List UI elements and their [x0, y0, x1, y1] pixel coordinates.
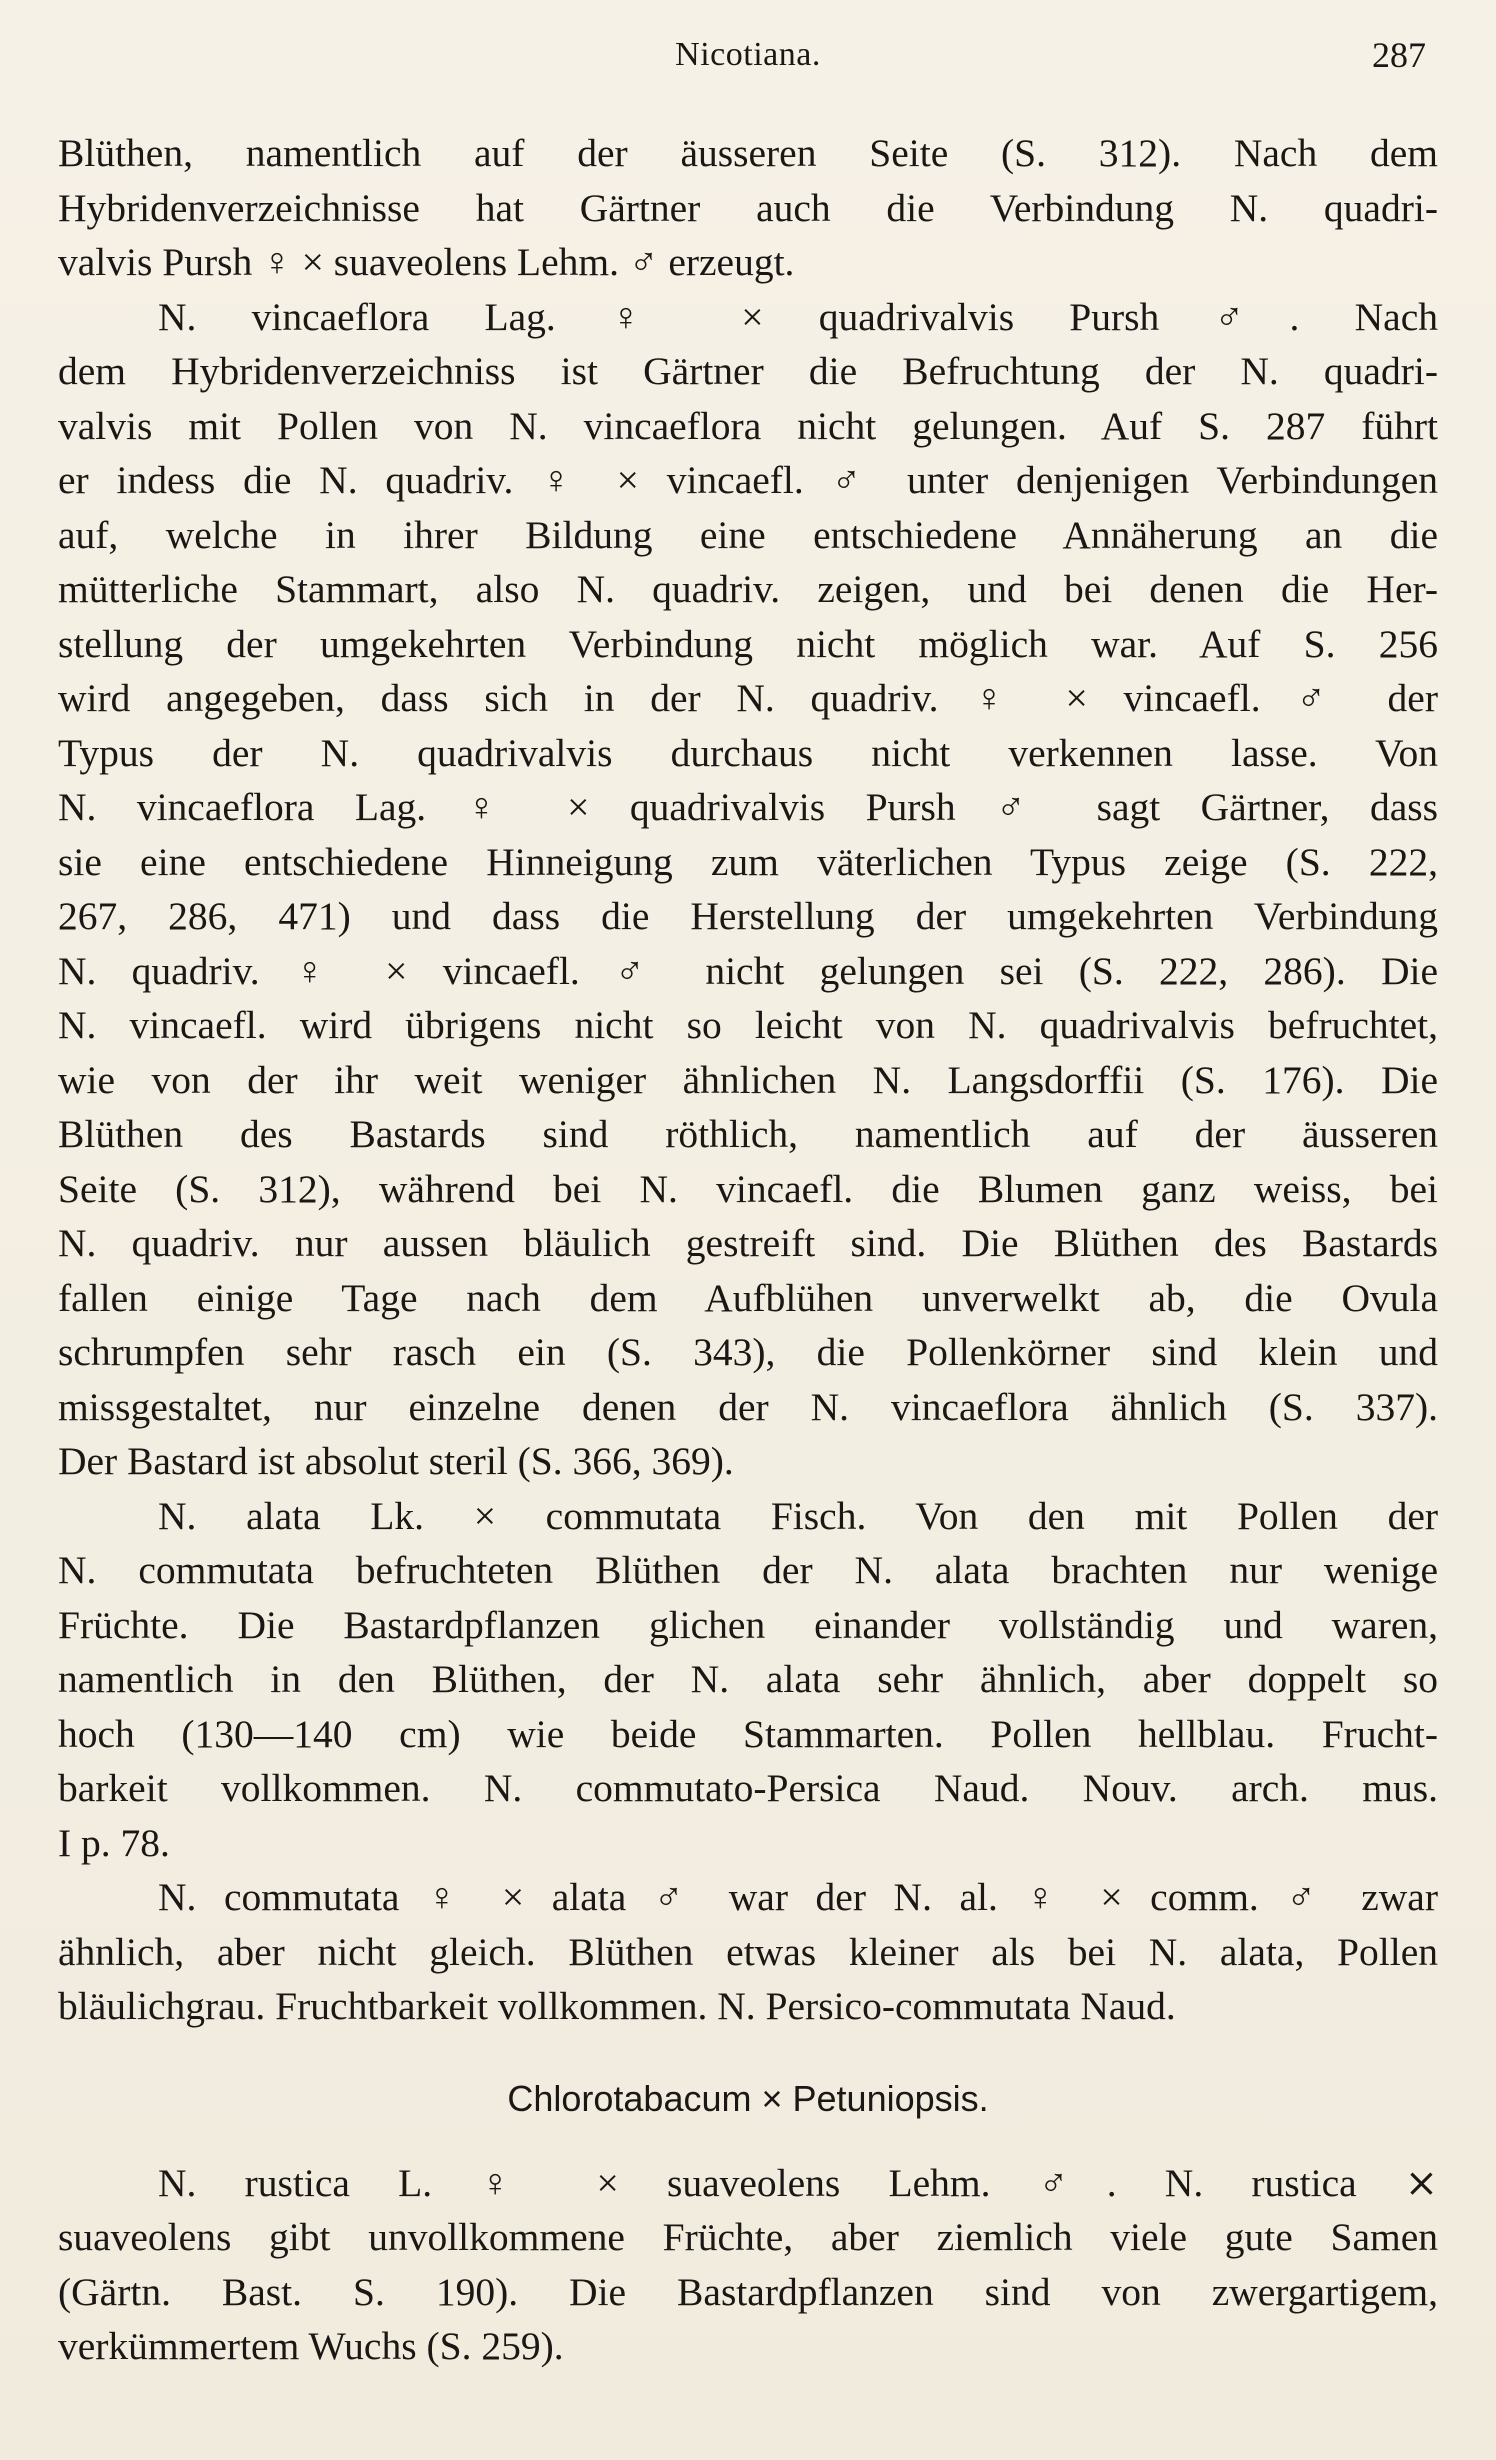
- text-line: N. vincaeflora Lag. ♀ × quadrivalvis Pursh ♂. Nach: [158, 294, 1438, 339]
- text-line: Seite (S. 312), während bei N. vincaefl. die Blumen ganz weiss, bei: [58, 1166, 1438, 1211]
- text-line: stellung der umgekehrten Verbindung nicht möglich war. Auf S. 256: [58, 621, 1438, 666]
- text-line: I p. 78.: [58, 1820, 170, 1865]
- body-text: [58, 126, 1438, 2374]
- text-line: fallen einige Tage nach dem Aufblühen unverwelkt ab, die Ovula: [58, 1275, 1438, 1320]
- text-line: N. rustica L. ♀ × suaveolens Lehm. ♂. N. rustica ⨯: [158, 2160, 1438, 2205]
- text-line: N. vincaeflora Lag. ♀ × quadrivalvis Pursh ♂ sagt Gärtner, dass: [58, 785, 1438, 829]
- text-line: wird angegeben, dass sich in der N. quadriv. ♀ × vincaefl. ♂ der: [58, 676, 1438, 720]
- page-header: [0, 30, 1496, 80]
- text-line: N. commutata ♀ × alata ♂ war der N. al. ♀ × comm. ♂ zwar: [158, 1875, 1438, 1919]
- text-line: bläulichgrau. Fruchtbarkeit vollkommen. N. Persico-commutata Naud.: [58, 1984, 1176, 2028]
- text-line: barkeit vollkommen. N. commutato-Persica Naud. Nouv. arch. mus.: [58, 1766, 1438, 1810]
- text-line: valvis mit Pollen von N. vincaeflora nicht gelungen. Auf S. 287 führt: [58, 403, 1438, 448]
- paragraph-5: [58, 2156, 1438, 2374]
- text-line: schrumpfen sehr rasch ein (S. 343), die Pollenkörner sind klein und: [58, 1330, 1438, 1374]
- paragraph-1: [58, 126, 1438, 290]
- text-line: Der Bastard ist absolut steril (S. 366, 369).: [58, 1439, 734, 1483]
- text-line: N. alata Lk. × commutata Fisch. Von den mit Pollen der: [158, 1493, 1438, 1538]
- text-line: N. commutata befruchteten Blüthen der N. alata brachten nur wenige: [58, 1548, 1438, 1592]
- text-line: ähnlich, aber nicht gleich. Blüthen etwas kleiner als bei N. alata, Pollen: [58, 1929, 1438, 1974]
- text-line: sie eine entschiedene Hinneigung zum väterlichen Typus zeige (S. 222,: [58, 839, 1438, 884]
- text-line: Blüthen, namentlich auf der äusseren Seite (S. 312). Nach dem: [58, 131, 1438, 175]
- text-line: 267, 286, 471) und dass die Herstellung der umgekehrten Verbindung: [58, 894, 1438, 938]
- text-line: auf, welche in ihrer Bildung eine entschiedene Annäherung an die: [58, 512, 1438, 557]
- paragraph-2: [58, 290, 1438, 1489]
- text-line: (Gärtn. Bast. S. 190). Die Bastardpflanzen sind von zwergartigem,: [58, 2269, 1438, 2314]
- text-line: Typus der N. quadrivalvis durchaus nicht verkennen lasse. Von: [58, 730, 1438, 775]
- text-line: namentlich in den Blüthen, der N. alata sehr ähnlich, aber doppelt so: [58, 1657, 1438, 1701]
- text-line: N. vincaefl. wird übrigens nicht so leicht von N. quadrivalvis befruchtet,: [58, 1003, 1438, 1047]
- text-line: hoch (130—140 cm) wie beide Stammarten. Pollen hellblau. Frucht-: [58, 1711, 1438, 1756]
- text-line: wie von der ihr weit weniger ähnlichen N. Langsdorffii (S. 176). Die: [58, 1057, 1438, 1102]
- text-line: Hybridenverzeichnisse hat Gärtner auch die Verbindung N. quadri-: [58, 185, 1438, 230]
- text-line: suaveolens gibt unvollkommene Früchte, aber ziemlich viele gute Samen: [58, 2215, 1438, 2259]
- running-title: Nicotiana.: [675, 36, 821, 73]
- text-line: er indess die N. quadriv. ♀ × vincaefl. ♂ unter denjenigen Verbindungen: [58, 458, 1438, 502]
- text-line: valvis Pursh ♀ × suaveolens Lehm. ♂ erzeugt.: [58, 240, 795, 284]
- text-line: Blüthen des Bastards sind röthlich, namentlich auf der äusseren: [58, 1112, 1438, 1156]
- text-line: mütterliche Stammart, also N. quadriv. zeigen, und bei denen die Her-: [58, 567, 1438, 611]
- text-line: Früchte. Die Bastardpflanzen glichen einander vollständig und waren,: [58, 1602, 1438, 1647]
- text-line: verkümmertem Wuchs (S. 259).: [58, 2324, 564, 2368]
- section-heading: Chlorotabacum × Petuniopsis.: [507, 2077, 989, 2119]
- text-line: dem Hybridenverzeichniss ist Gärtner die Befruchtung der N. quadri-: [58, 349, 1438, 393]
- paragraph-4: [58, 1870, 1438, 2034]
- text-line: N. quadriv. nur aussen bläulich gestreift sind. Die Blüthen des Bastards: [58, 1221, 1438, 1265]
- page-number: 287: [1372, 35, 1426, 75]
- text-line: N. quadriv. ♀ × vincaefl. ♂ nicht gelungen sei (S. 222, 286). Die: [58, 948, 1438, 993]
- text-line: missgestaltet, nur einzelne denen der N. vincaeflora ähnlich (S. 337).: [58, 1384, 1438, 1429]
- paragraph-3: [58, 1489, 1438, 1871]
